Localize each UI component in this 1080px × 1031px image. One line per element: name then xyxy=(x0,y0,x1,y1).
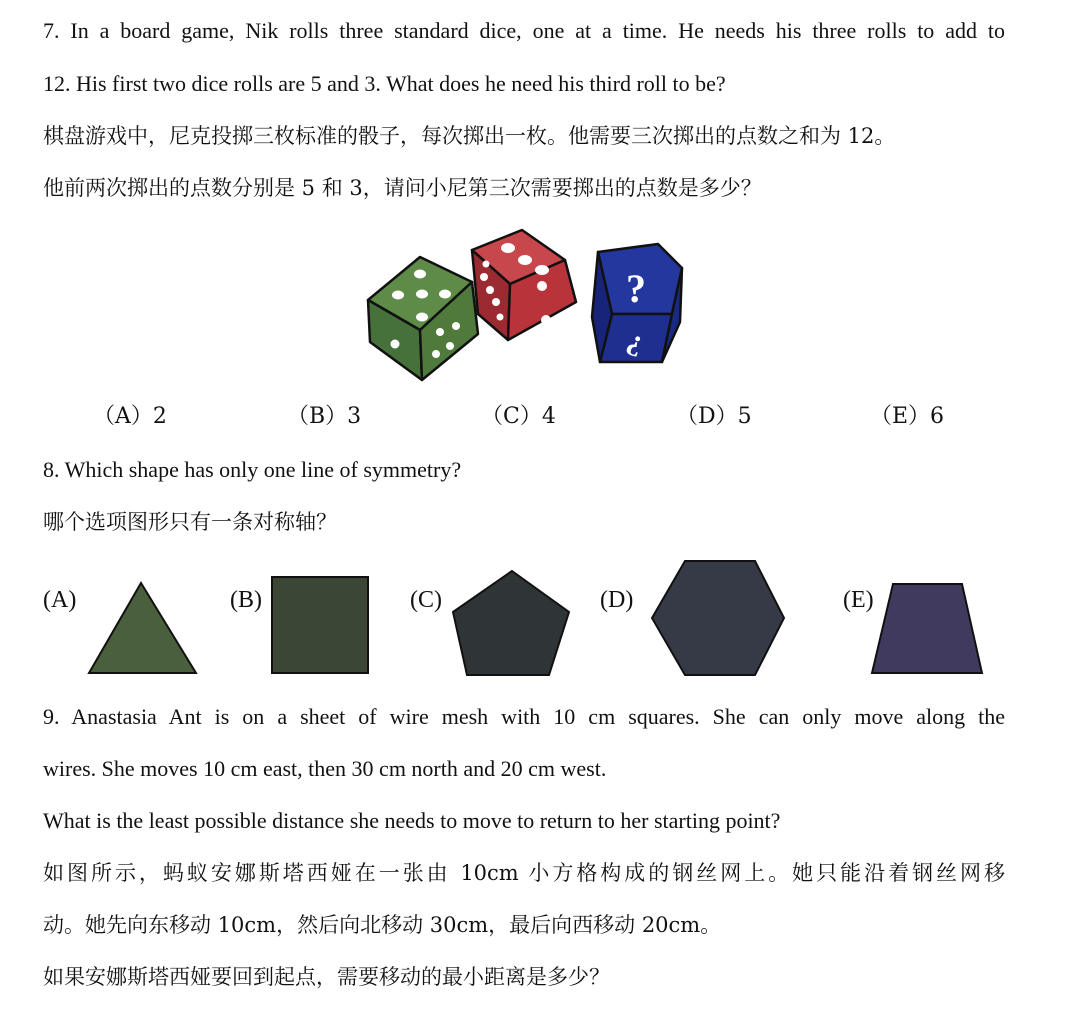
trapezoid-shape[interactable] xyxy=(872,584,982,673)
q7-option-c[interactable]: （C）4 xyxy=(481,404,556,429)
q9-english-line-3: What is the least possible distance she needs to move to return to her starting point? xyxy=(43,808,781,833)
q9-english-line-2: wires. She moves 10 cm east, then 30 cm north and 20 cm west. xyxy=(43,756,607,781)
hexagon-shape[interactable] xyxy=(652,561,784,675)
q7-option-d[interactable]: （D）5 xyxy=(676,404,752,429)
blue-die-question-mark: ? xyxy=(626,266,646,311)
q8-label-e[interactable]: (E) xyxy=(843,587,874,613)
q8-label-c[interactable]: (C) xyxy=(410,587,442,613)
q7-english-line-1: 7. In a board game, Nik rolls three standard dice, one at a time. He needs his three rolls to add to xyxy=(43,18,1005,43)
q9-chinese-line-3: 如果安娜斯塔西娅要回到起点，需要移动的最小距离是多少？ xyxy=(43,965,610,989)
q7-english-line-2: 12. His first two dice rolls are 5 and 3. What does he need his third roll to be? xyxy=(43,71,726,96)
blue-die-question-mark-side: ? xyxy=(621,327,647,364)
green-die xyxy=(368,257,478,380)
q7-option-a[interactable]: （A）2 xyxy=(93,404,167,429)
q8-shapes xyxy=(0,555,1080,680)
q7-option-b[interactable]: （B）3 xyxy=(287,404,362,429)
q8-label-a[interactable]: (A) xyxy=(43,587,77,613)
square-shape[interactable] xyxy=(272,577,368,673)
q8-chinese-line-1: 哪个选项图形只有一条对称轴？ xyxy=(43,510,337,534)
q9-chinese-line-1: 如图所示，蚂蚁安娜斯塔西娅在一张由 10cm 小方格构成的钢丝网上。她只能沿着钢丝网移 xyxy=(43,861,1005,885)
q7-chinese-line-1: 棋盘游戏中，尼克投掷三枚标准的骰子，每次掷出一枚。他需要三次掷出的点数之和为 12。 xyxy=(43,124,896,148)
q7-chinese-line-2: 他前两次掷出的点数分别是 5 和 3，请问小尼第三次需要掷出的点数是多少？ xyxy=(43,176,762,200)
q8-label-b[interactable]: (B) xyxy=(230,587,262,613)
q7-option-e[interactable]: （E）6 xyxy=(870,404,945,429)
q8-label-d[interactable]: (D) xyxy=(600,587,634,613)
triangle-shape[interactable] xyxy=(89,583,196,673)
dice-illustration xyxy=(360,222,690,384)
pentagon-shape[interactable] xyxy=(453,571,569,675)
q8-english-line-1: 8. Which shape has only one line of symmetry? xyxy=(43,457,462,482)
q9-chinese-line-2: 动。她先向东移动 10cm，然后向北移动 30cm，最后向西移动 20cm。 xyxy=(43,913,722,937)
red-die xyxy=(472,230,576,340)
q9-english-line-1: 9. Anastasia Ant is on a sheet of wire mesh with 10 cm squares. She can only move along the xyxy=(43,704,1005,729)
